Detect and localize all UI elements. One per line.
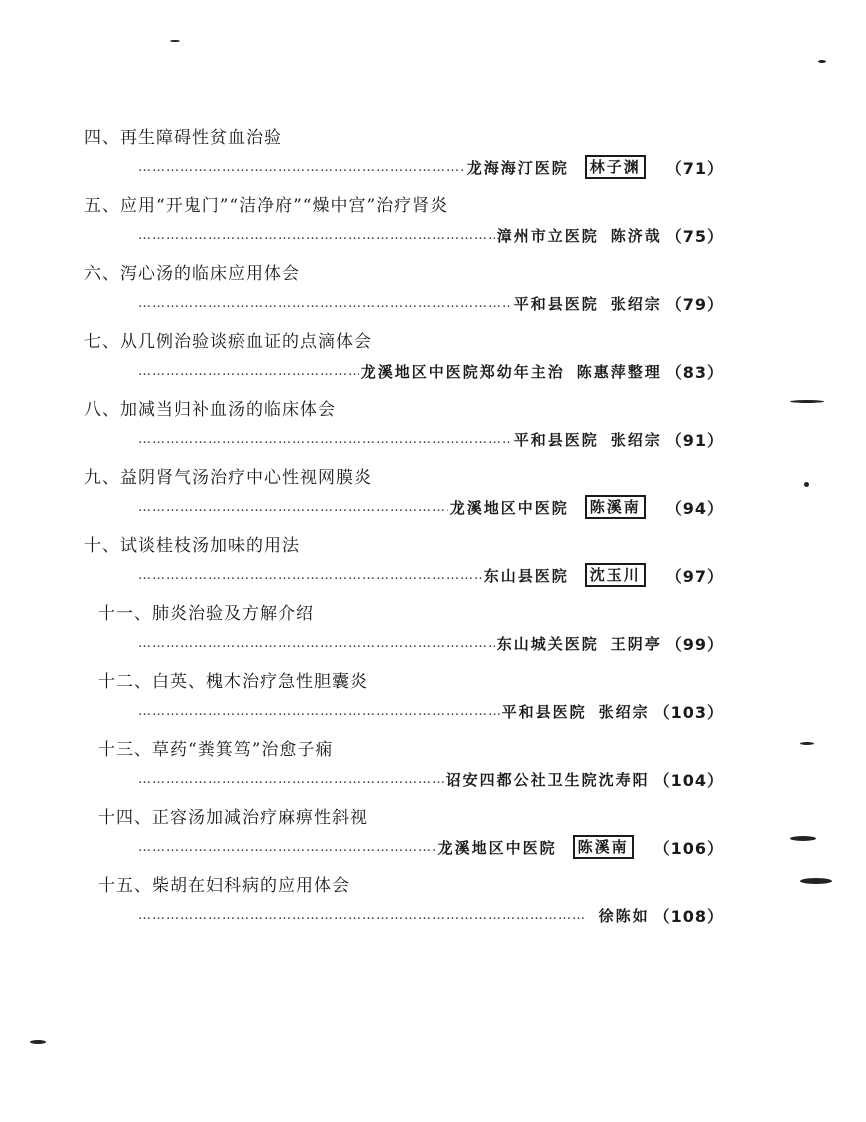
entry-line — [138, 290, 724, 316]
entry-page-number: （103） — [653, 702, 724, 722]
entry-organization: 龙溪地区中医院郑幼年主治 — [360, 362, 565, 381]
entry-line — [138, 222, 724, 248]
entry-title: 四、再生障碍性贫血治验 — [84, 128, 282, 148]
toc-entry — [84, 738, 724, 806]
entry-author: 王阴亭 — [610, 634, 662, 653]
entry-title: 十一、肺炎治验及方解介绍 — [98, 604, 314, 624]
entry-organization: 东山城关医院 — [496, 634, 599, 653]
entry-line — [138, 766, 724, 792]
toc-entry — [84, 806, 724, 874]
scan-speck — [804, 482, 809, 487]
entry-organization: 诏安四都公社卫生院沈寿阳 — [445, 770, 650, 789]
entry-title: 十、试谈桂枝汤加味的用法 — [84, 536, 300, 556]
entry-organization: 漳州市立医院 — [496, 226, 599, 245]
entry-author: 陈溪南 — [573, 835, 634, 859]
entry-title: 五、应用“开鬼门”“洁净府”“燥中宫”治疗肾炎 — [84, 196, 449, 216]
entry-line — [138, 154, 724, 180]
entry-author: 张绍宗 — [610, 430, 662, 449]
entry-line — [138, 562, 724, 588]
toc-entry — [84, 466, 724, 534]
leader-dots — [138, 500, 448, 515]
leader-dots — [138, 228, 495, 243]
entry-author: 陈惠萍整理 — [576, 362, 662, 381]
scan-speck — [170, 40, 180, 42]
leader-dots — [138, 432, 512, 447]
entry-title: 六、泻心汤的临床应用体会 — [84, 264, 300, 284]
entry-organization: 东山县医院 — [483, 566, 569, 585]
leader-dots — [138, 908, 587, 923]
entry-author: 林子渊 — [585, 155, 646, 179]
entry-page-number: （97） — [665, 566, 724, 586]
entry-page-number: （104） — [653, 770, 724, 790]
entry-page-number: （79） — [665, 294, 724, 314]
entry-line — [138, 698, 724, 724]
leader-dots — [138, 568, 482, 583]
entry-author: 张绍宗 — [610, 294, 662, 313]
scan-speck — [30, 1040, 46, 1044]
toc-entry — [84, 534, 724, 602]
table-of-contents — [84, 126, 724, 942]
entry-line — [138, 426, 724, 452]
scan-speck — [800, 742, 814, 745]
toc-entry — [84, 194, 724, 262]
entry-line — [138, 834, 724, 860]
entry-page-number: （83） — [665, 362, 724, 382]
leader-dots — [138, 840, 436, 855]
entry-page-number: （106） — [653, 838, 724, 858]
entry-author: 张绍宗 — [598, 702, 650, 721]
leader-dots — [138, 772, 444, 787]
entry-author: 沈玉川 — [585, 563, 646, 587]
entry-author: 陈溪南 — [585, 495, 646, 519]
entry-title: 十四、正容汤加减治疗麻痹性斜视 — [98, 808, 368, 828]
entry-title: 九、益阴肾气汤治疗中心性视网膜炎 — [84, 468, 372, 488]
entry-title: 十二、白英、槐木治疗急性胆囊炎 — [98, 672, 368, 692]
entry-line — [138, 358, 724, 384]
entry-title: 八、加减当归补血汤的临床体会 — [84, 400, 336, 420]
entry-title: 十五、柴胡在妇科病的应用体会 — [98, 876, 350, 896]
leader-dots — [138, 636, 495, 651]
toc-entry — [84, 602, 724, 670]
entry-page-number: （75） — [665, 226, 724, 246]
toc-entry — [84, 670, 724, 738]
scan-speck — [790, 400, 824, 403]
entry-line — [138, 494, 724, 520]
entry-page-number: （99） — [665, 634, 724, 654]
entry-title: 七、从几例治验谈瘀血证的点滴体会 — [84, 332, 372, 352]
leader-dots — [138, 704, 500, 719]
entry-page-number: （94） — [665, 498, 724, 518]
entry-organization: 平和县医院 — [513, 430, 599, 449]
scan-speck — [818, 60, 826, 63]
leader-dots — [138, 160, 465, 175]
scan-speck — [790, 836, 816, 841]
toc-entry — [84, 330, 724, 398]
leader-dots — [138, 296, 512, 311]
entry-title: 十三、草药“粪箕笃”治愈子痫 — [98, 740, 334, 760]
scan-speck — [800, 878, 832, 884]
entry-page-number: （71） — [665, 158, 724, 178]
entry-page-number: （91） — [665, 430, 724, 450]
entry-organization: 龙溪地区中医院 — [437, 838, 557, 857]
entry-author: 徐陈如 — [598, 906, 650, 925]
toc-entry — [84, 126, 724, 194]
entry-page-number: （108） — [653, 906, 724, 926]
entry-organization: 平和县医院 — [513, 294, 599, 313]
entry-organization: 龙溪地区中医院 — [449, 498, 569, 517]
toc-entry — [84, 398, 724, 466]
entry-author: 陈济哉 — [610, 226, 662, 245]
entry-organization: 龙海海汀医院 — [466, 158, 569, 177]
entry-organization: 平和县医院 — [501, 702, 587, 721]
entry-line — [138, 630, 724, 656]
toc-entry — [84, 262, 724, 330]
leader-dots — [138, 364, 359, 379]
entry-line — [138, 902, 724, 928]
toc-entry — [84, 874, 724, 942]
